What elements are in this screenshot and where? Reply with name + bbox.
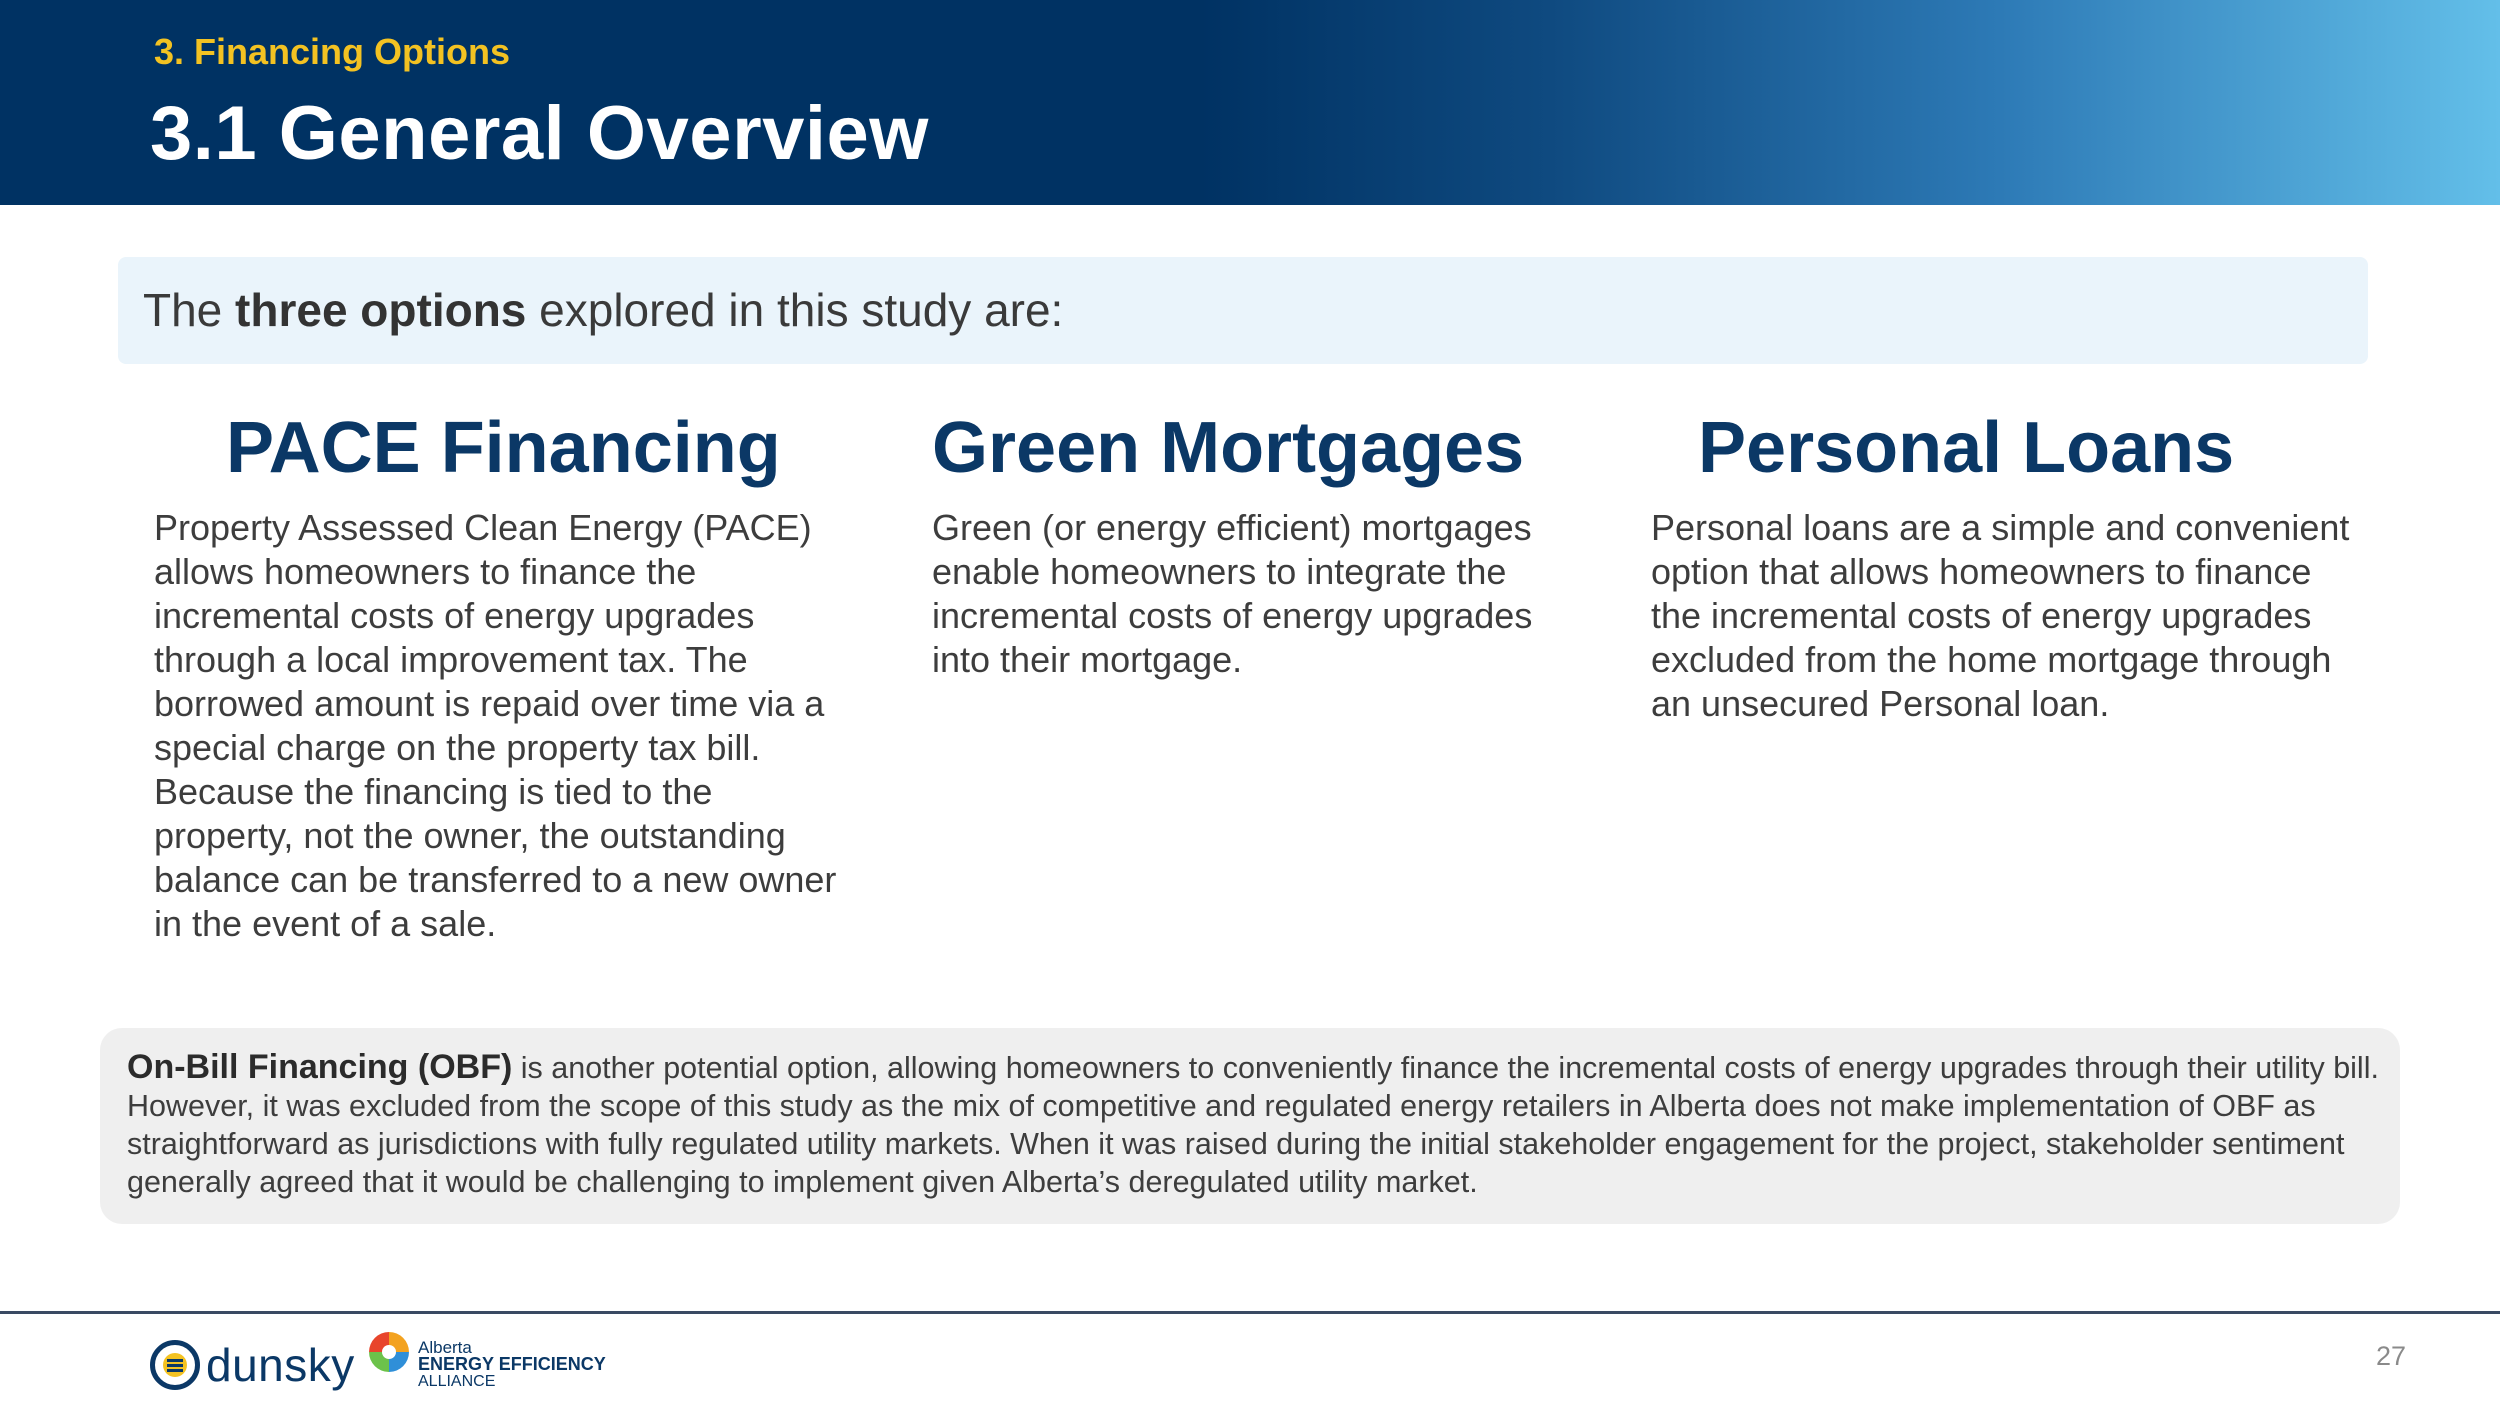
page-title: 3.1 General Overview — [150, 91, 929, 176]
dunsky-wordmark: dunsky — [206, 1339, 355, 1391]
aeea-logo-icon — [365, 1328, 413, 1376]
aeea-line-3: ALLIANCE — [418, 1373, 496, 1390]
dunsky-logo-icon — [150, 1340, 200, 1390]
intro-callout — [118, 257, 2368, 364]
option-title-green-mortgages: Green Mortgages — [932, 408, 1525, 488]
intro-suffix: explored in this study are: — [526, 284, 1064, 336]
obf-note-body: is another potential option, allowing homeowners to conveniently finance the incremental costs of energy upgrades through their utility bill. However, it was excluded from the scope of this study as the mix of competitive and regulated energy retailers in Alberta does not make implementation of OBF as straightforward as jurisdictions with fully regulated utility markets. When it was raised during the initial stakeholder engagement for the project, stakeholder sentiment generally agreed that it would be challenging to implement given Alberta’s deregulated utility market. — [127, 1051, 2379, 1199]
option-title-pace: PACE Financing — [226, 408, 781, 488]
aeea-logo — [365, 1327, 606, 1393]
intro-prefix: The — [143, 284, 236, 336]
footer-divider — [0, 1311, 2500, 1314]
option-title-personal-loans: Personal Loans — [1698, 408, 2235, 488]
option-desc-green-mortgages: Green (or energy efficient) mortgages enable homeowners to integrate the incremental costs of energy upgrades into their mortgage. — [932, 507, 1533, 680]
obf-note-bold: On-Bill Financing (OBF) — [127, 1048, 513, 1086]
intro-bold: three options — [235, 284, 527, 336]
option-desc-personal-loans: Personal loans are a simple and convenient option that allows homeowners to finance the incremental costs of energy upgrades excluded from the home mortgage through an unsecured Personal loan. — [1651, 507, 2350, 724]
section-label: 3. Financing Options — [154, 31, 511, 72]
intro-text — [143, 283, 1063, 337]
aeea-wordmark — [418, 1327, 606, 1390]
aeea-line-2: ENERGY EFFICIENCY — [418, 1354, 606, 1374]
dunsky-logo — [150, 1335, 355, 1395]
option-desc-pace: Property Assessed Clean Energy (PACE) allows homeowners to finance the incremental costs of energy upgrades through a local improvement tax. The borrowed amount is repaid over time via a special charge on the property tax bill. Because the financing is tied to the property, not the owner, the outstanding balance can be transferred to a new owner in the event of a sale. — [154, 507, 837, 944]
header-banner — [0, 0, 2500, 205]
page-number: 27 — [2376, 1341, 2407, 1371]
obf-note-box — [100, 1028, 2400, 1224]
aeea-line-1: Alberta — [418, 1338, 472, 1357]
obf-note-text — [127, 1048, 2387, 1201]
